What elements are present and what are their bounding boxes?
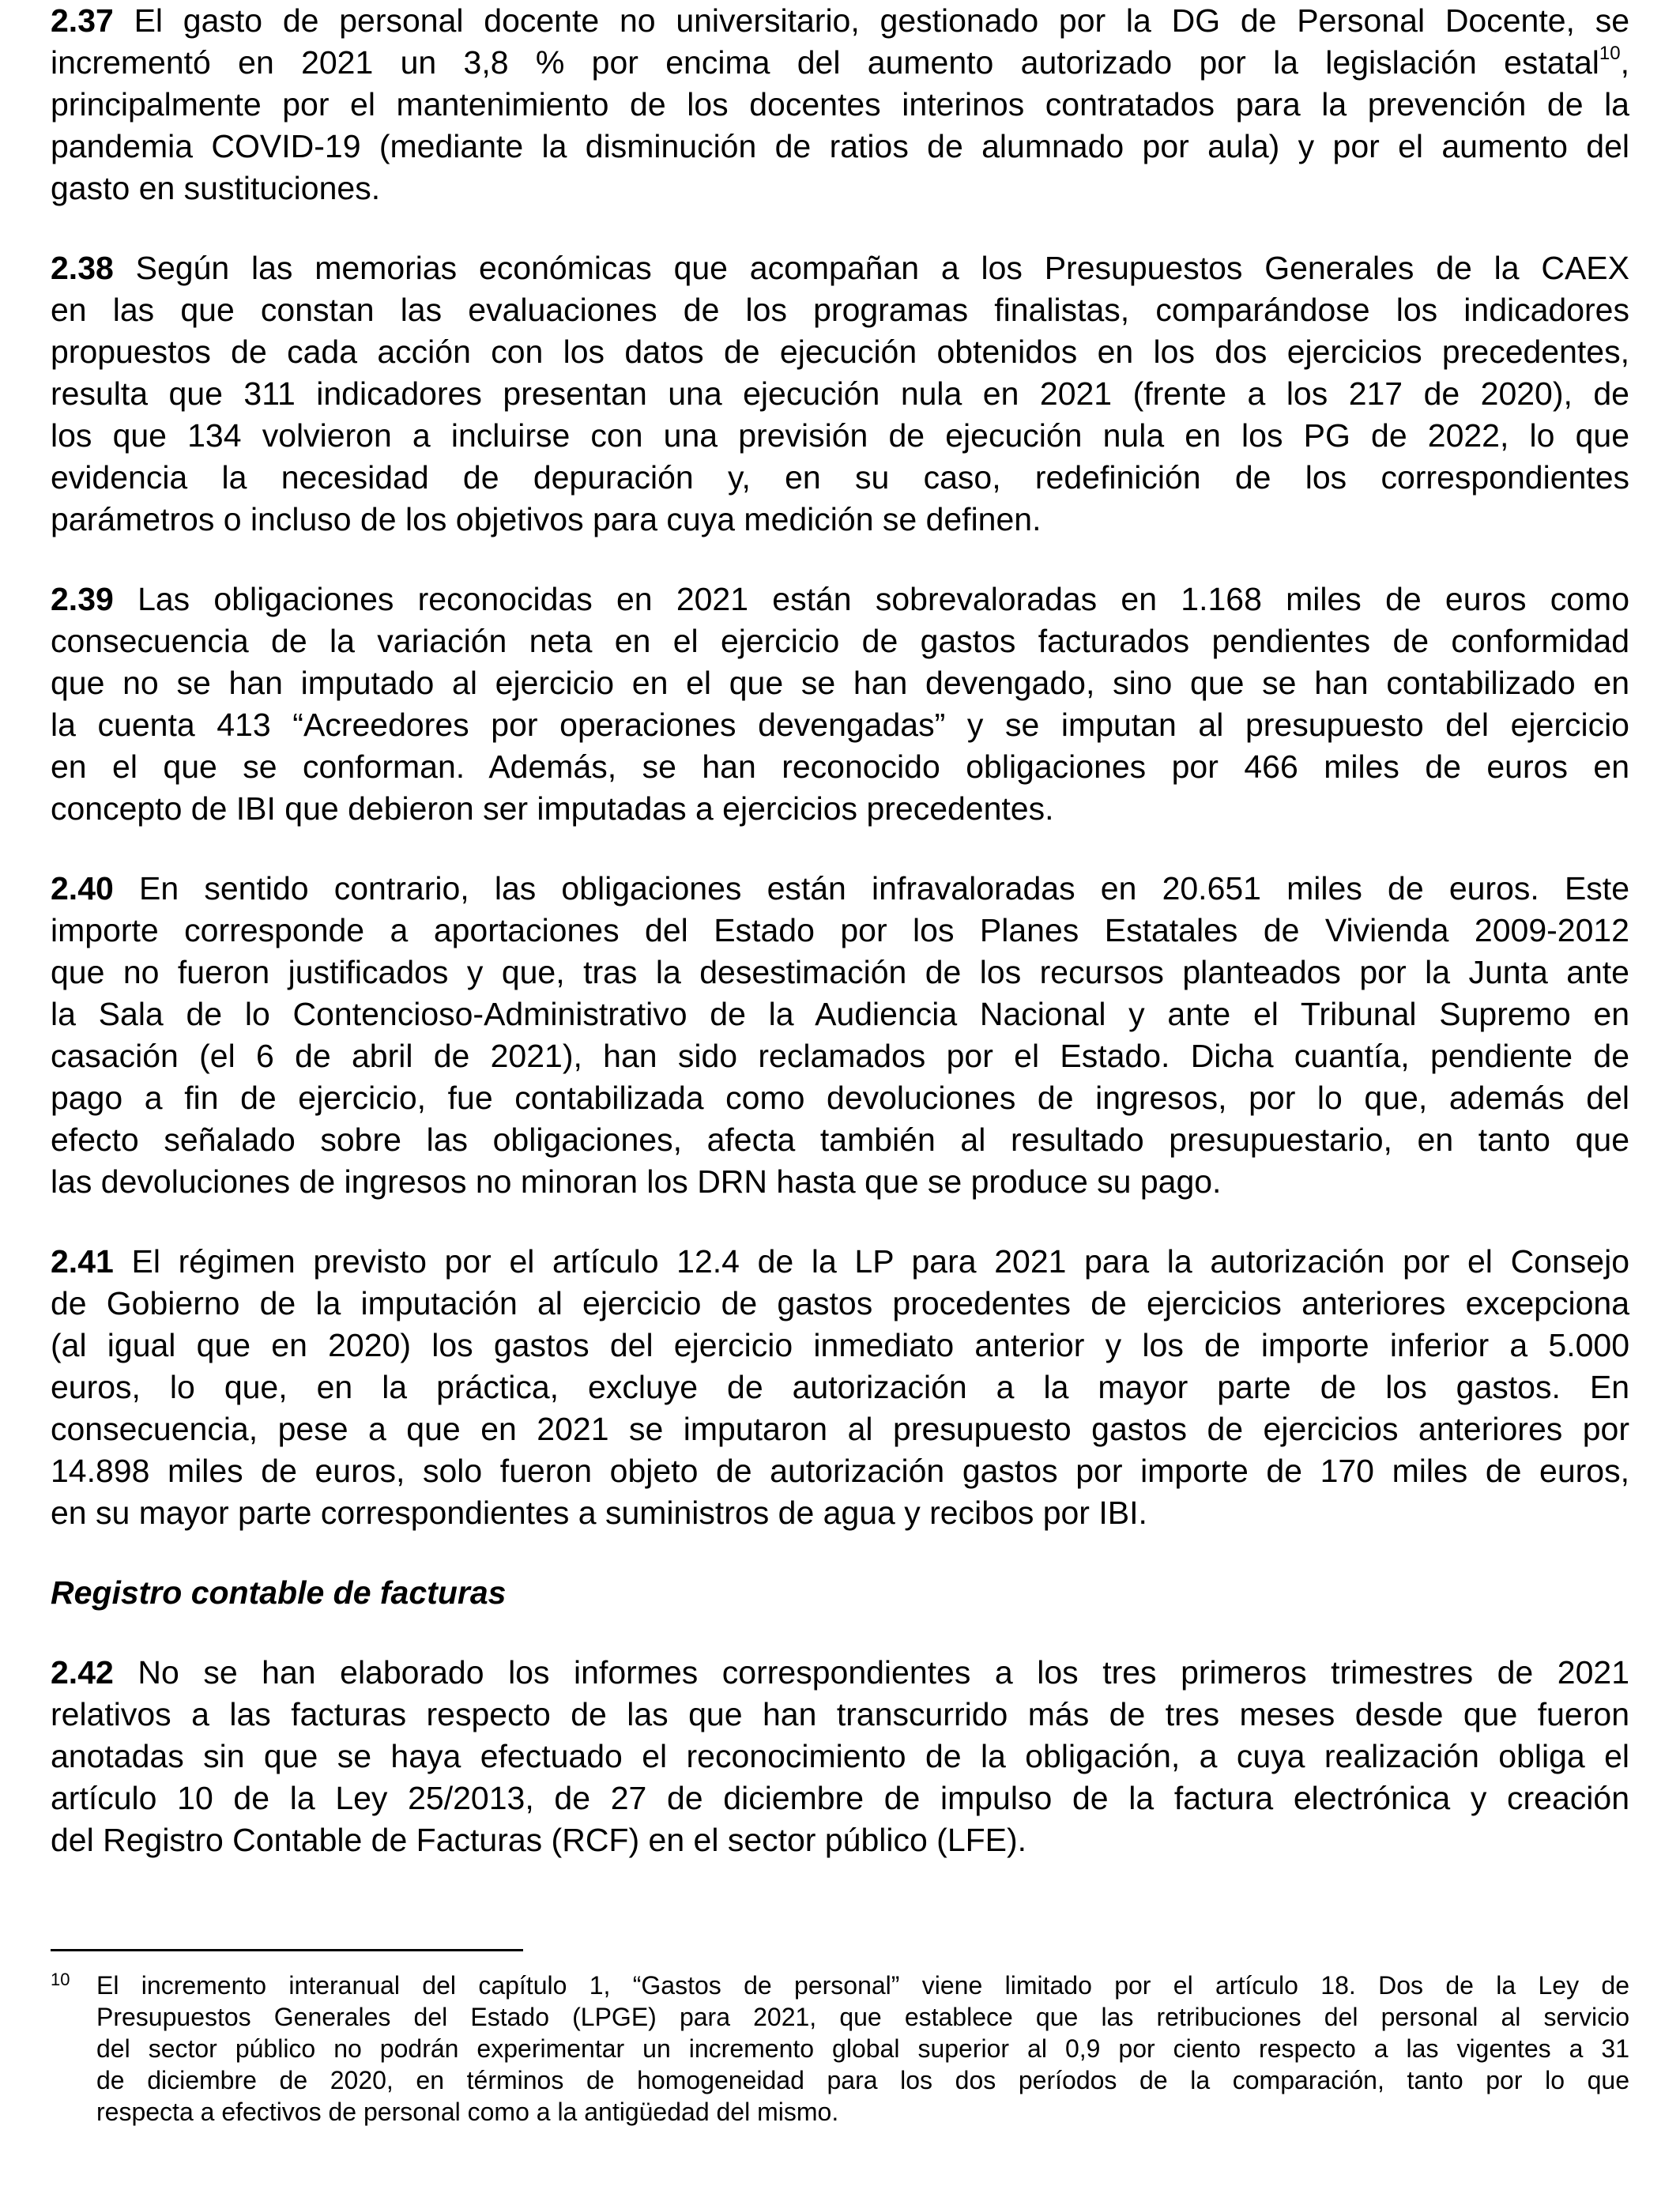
paragraph-line xyxy=(51,1819,1629,1861)
line-text: relativos a las facturas respecto de las que han transcurrido más de tres meses desde que fueron xyxy=(51,1696,1629,1732)
paragraph-number: 2.42 xyxy=(51,1654,114,1691)
line-text: consecuencia de la variación neta en el ejercicio de gastos facturados pendientes de conformidad xyxy=(51,623,1629,659)
paragraph-line xyxy=(51,1777,1629,1819)
line-text: evidencia la necesidad de depuración y, en su caso, redefinición de los correspondientes xyxy=(51,459,1629,496)
paragraph-line xyxy=(51,1492,1629,1534)
line-text: artículo 10 de la Ley 25/2013, de 27 de diciembre de impulso de la factura electrónica y creación xyxy=(51,1780,1629,1816)
paragraph-number: 2.37 xyxy=(51,2,114,39)
paragraph-number: 2.38 xyxy=(51,250,114,286)
paragraph-line xyxy=(51,1736,1629,1777)
paragraph-line xyxy=(51,0,1629,42)
paragraph-line xyxy=(51,1035,1629,1077)
line-text: la cuenta 413 “Acreedores por operaciones devengadas” y se imputan al presupuesto del ejercicio xyxy=(51,707,1629,743)
line-text: que no se han imputado al ejercicio en el que se han devengado, sino que se han contabilizado en xyxy=(51,665,1629,701)
line-text: Según las memorias económicas que acompañan a los Presupuestos Generales de la CAEX xyxy=(113,250,1629,286)
line-text: No se han elaborado los informes correspondientes a los tres primeros trimestres de 2021 xyxy=(113,1654,1629,1691)
paragraph-line xyxy=(51,373,1629,415)
line-text: en su mayor parte correspondientes a suministros de agua y recibos por IBI. xyxy=(51,1495,1147,1531)
line-text: efecto señalado sobre las obligaciones, afecta también al resultado presupuestario, en tanto que xyxy=(51,1122,1629,1158)
paragraph-line xyxy=(51,1450,1629,1492)
line-text: euros, lo que, en la práctica, excluye de autorización a la mayor parte de los gastos. En xyxy=(51,1369,1629,1405)
paragraph xyxy=(51,579,1629,830)
line-text: la Sala de lo Contencioso-Administrativo de la Audiencia Nacional y ante el Tribunal Supremo en xyxy=(51,996,1629,1032)
paragraph-line xyxy=(51,1367,1629,1408)
footnote-separator xyxy=(51,1949,523,1951)
line-text: pandemia COVID-19 (mediante la disminución de ratios de alumnado por aula) y por el aumento del xyxy=(51,128,1629,164)
paragraph-number: 2.40 xyxy=(51,870,114,907)
paragraph-line xyxy=(51,331,1629,373)
paragraph-line xyxy=(51,788,1629,830)
line-text: incrementó en 2021 un 3,8 % por encima del aumento autorizado por la legislación estatal xyxy=(51,44,1599,81)
paragraph-line xyxy=(51,289,1629,331)
paragraph xyxy=(51,868,1629,1203)
footnote-line: El incremento interanual del capítulo 1, “Gastos de personal” viene limitado por el artículo 18. Dos de la Ley de xyxy=(96,1971,1629,2000)
line-text: 14.898 miles de euros, solo fueron objeto de autorización gastos por importe de 170 miles de euros, xyxy=(51,1453,1629,1489)
line-text: las devoluciones de ingresos no minoran los DRN hasta que se produce su pago. xyxy=(51,1163,1222,1200)
footnote-text xyxy=(96,1970,1629,2128)
paragraph-line xyxy=(51,84,1629,126)
paragraph-line xyxy=(51,247,1629,289)
line-text: en las que constan las evaluaciones de los programas finalistas, comparándose los indicadores xyxy=(51,292,1629,328)
footnote-number: 10 xyxy=(51,1970,70,1989)
paragraph-line xyxy=(51,910,1629,952)
paragraph xyxy=(51,0,1629,209)
line-text: pago a fin de ejercicio, fue contabilizada como devoluciones de ingresos, por lo que, además del xyxy=(51,1080,1629,1116)
paragraph-line xyxy=(51,1283,1629,1325)
paragraph-line xyxy=(51,1119,1629,1161)
paragraph-line xyxy=(51,993,1629,1035)
paragraph xyxy=(51,1241,1629,1534)
paragraph-line xyxy=(51,1652,1629,1694)
line-text: gasto en sustituciones. xyxy=(51,170,381,206)
line-text: los que 134 volvieron a incluirse con una previsión de ejecución nula en los PG de 2022, lo que xyxy=(51,417,1629,454)
paragraph-line xyxy=(51,1241,1629,1283)
line-text: principalmente por el mantenimiento de los docentes interinos contratados para la prevención de la xyxy=(51,86,1629,123)
line-text: En sentido contrario, las obligaciones están infravaloradas en 20.651 miles de euros. Este xyxy=(113,870,1629,907)
line-text: del Registro Contable de Facturas (RCF) en el sector público (LFE). xyxy=(51,1822,1027,1858)
document-body xyxy=(51,0,1629,1899)
footnote-line: respecta a efectivos de personal como a la antigüedad del mismo. xyxy=(96,2098,839,2126)
paragraph-line xyxy=(51,662,1629,704)
section-heading: Registro contable de facturas xyxy=(51,1574,507,1611)
line-text: , xyxy=(1620,44,1629,81)
paragraph-line xyxy=(51,1325,1629,1367)
paragraph-line xyxy=(51,1161,1629,1203)
line-text: concepto de IBI que debieron ser imputadas a ejercicios precedentes. xyxy=(51,790,1054,827)
paragraph-line xyxy=(51,952,1629,993)
paragraph-number: 2.39 xyxy=(51,581,114,617)
paragraph-line xyxy=(51,746,1629,788)
line-text: casación (el 6 de abril de 2021), han sido reclamados por el Estado. Dicha cuantía, pendiente de xyxy=(51,1038,1629,1074)
line-text: de Gobierno de la imputación al ejercicio de gastos procedentes de ejercicios anteriores excepciona xyxy=(51,1285,1629,1321)
paragraph-line xyxy=(51,415,1629,457)
paragraph-line xyxy=(51,1077,1629,1119)
footnote-line: Presupuestos Generales del Estado (LPGE) para 2021, que establece que las retribuciones del personal al servicio xyxy=(96,2003,1629,2031)
line-text: anotadas sin que se haya efectuado el reconocimiento de la obligación, a cuya realización obliga el xyxy=(51,1738,1629,1774)
line-text: en el que se conforman. Además, se han reconocido obligaciones por 466 miles de euros en xyxy=(51,748,1629,785)
line-text: importe corresponde a aportaciones del Estado por los Planes Estatales de Vivienda 2009-2012 xyxy=(51,912,1629,948)
line-text: resulta que 311 indicadores presentan una ejecución nula en 2021 (frente a los 217 de 2020), de xyxy=(51,375,1629,412)
footnote-reference: 10 xyxy=(1599,43,1621,64)
paragraph-line xyxy=(51,168,1629,209)
footnote-line: del sector público no podrán experimentar un incremento global superior al 0,9 por ciento respecto a las vigentes a 31 xyxy=(96,2034,1629,2063)
paragraph-line xyxy=(51,1408,1629,1450)
paragraph-line xyxy=(51,42,1629,84)
line-text: Las obligaciones reconocidas en 2021 están sobrevaloradas en 1.168 miles de euros como xyxy=(113,581,1629,617)
footnote-line: de diciembre de 2020, en términos de homogeneidad para los dos períodos de la comparación, tanto por lo que xyxy=(96,2066,1629,2094)
line-text: El régimen previsto por el artículo 12.4 de la LP para 2021 para la autorización por el Consejo xyxy=(113,1243,1629,1280)
line-text: propuestos de cada acción con los datos de ejecución obtenidos en los dos ejercicios precedentes, xyxy=(51,334,1629,370)
paragraph-line xyxy=(51,620,1629,662)
line-text: El gasto de personal docente no universitario, gestionado por la DG de Personal Docente, se xyxy=(113,2,1629,39)
line-text: (al igual que en 2020) los gastos del ejercicio inmediato anterior y los de importe inferior a 5.000 xyxy=(51,1327,1629,1363)
paragraph xyxy=(51,1652,1629,1861)
paragraph-number: 2.41 xyxy=(51,1243,114,1280)
paragraph-line xyxy=(51,499,1629,541)
paragraph-line xyxy=(51,126,1629,168)
paragraph-line xyxy=(51,457,1629,499)
paragraph-line xyxy=(51,579,1629,620)
paragraph xyxy=(51,247,1629,541)
line-text: parámetros o incluso de los objetivos para cuya medición se definen. xyxy=(51,501,1042,537)
paragraph-line xyxy=(51,1694,1629,1736)
paragraph-line xyxy=(51,868,1629,910)
line-text: que no fueron justificados y que, tras la desestimación de los recursos planteados por la Junta ante xyxy=(51,954,1629,990)
paragraph-line xyxy=(51,704,1629,746)
line-text: consecuencia, pese a que en 2021 se imputaron al presupuesto gastos de ejercicios anteriores por xyxy=(51,1411,1629,1447)
